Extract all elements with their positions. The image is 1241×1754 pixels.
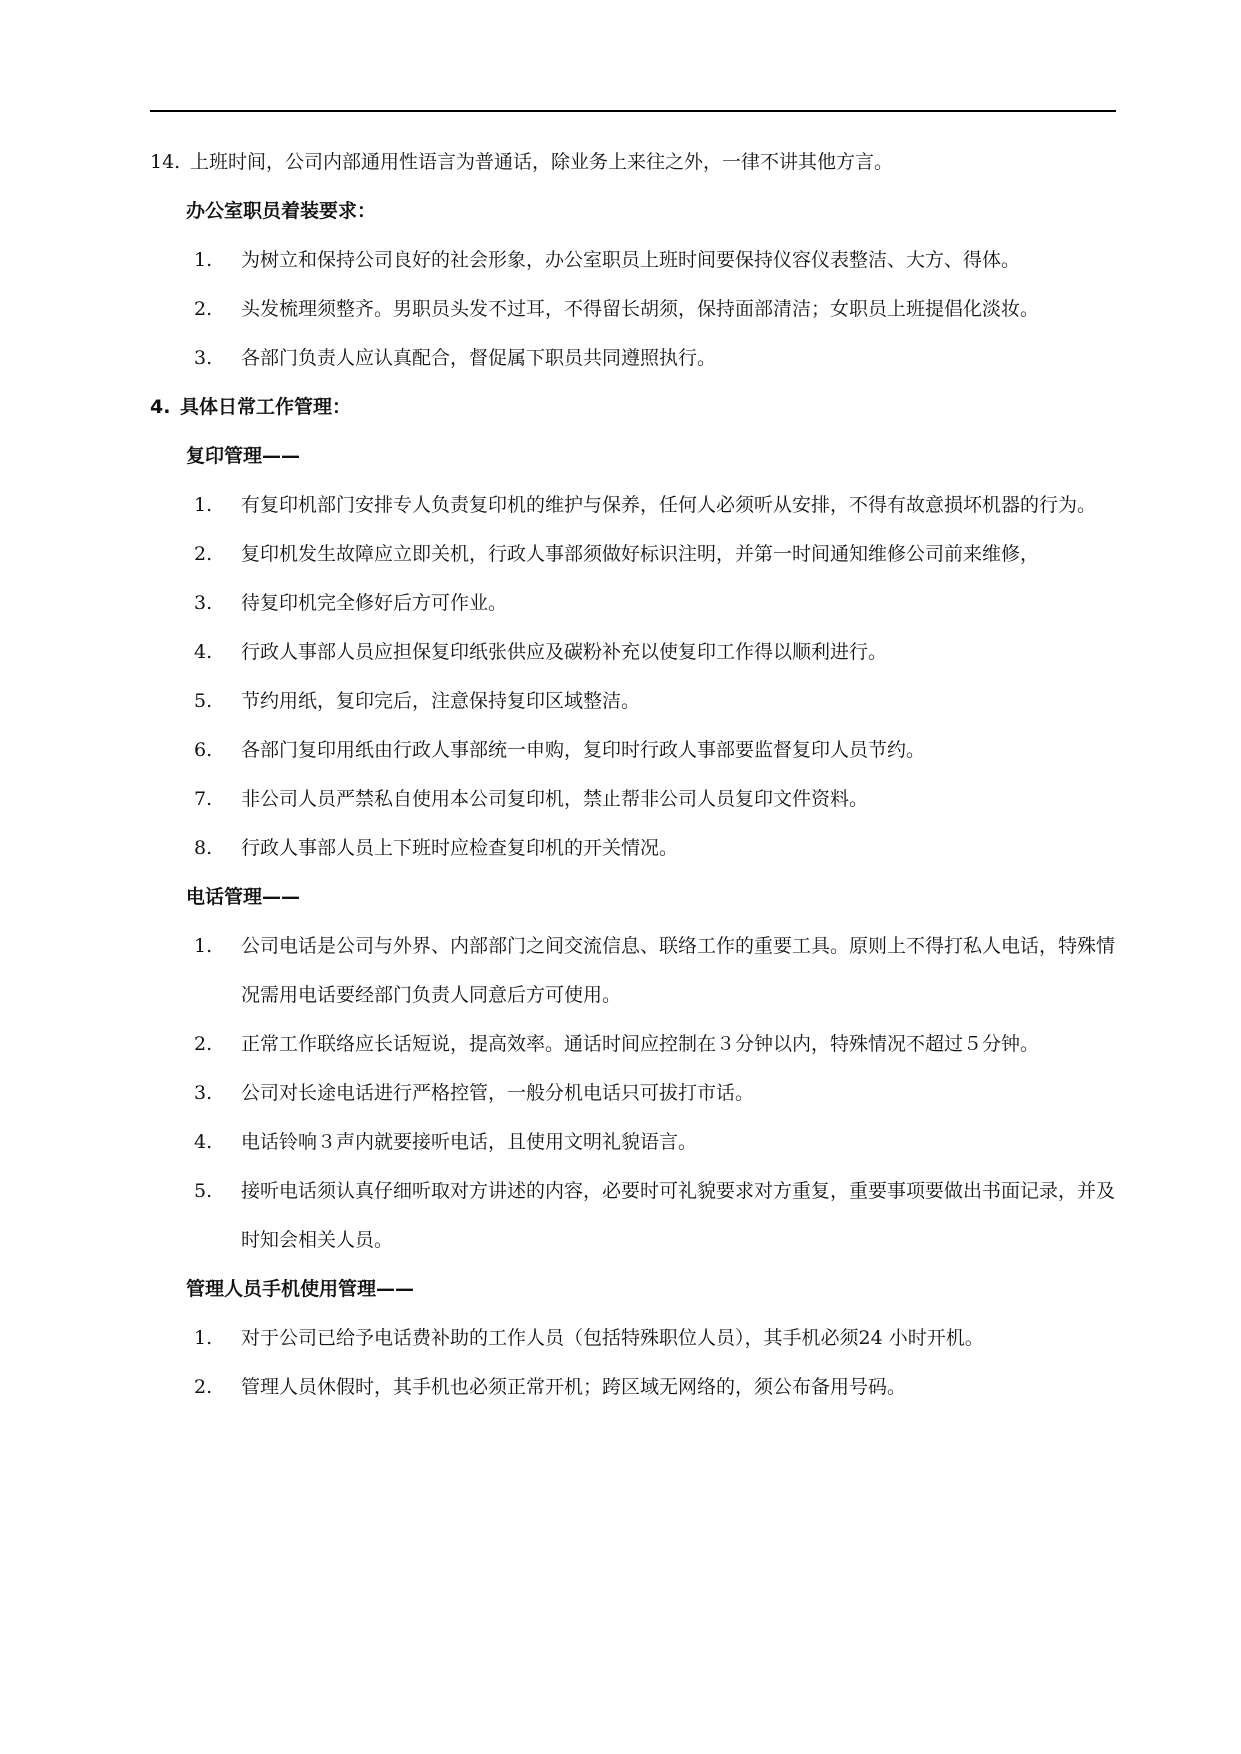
item-text: 对于公司已给予电话费补助的工作人员（包括特殊职位人员），其手机必须24 小时开机。 xyxy=(241,1327,984,1349)
list-item xyxy=(150,1167,1116,1265)
header-rule xyxy=(150,110,1116,112)
section-heading-copy: 复印管理—— xyxy=(186,445,301,467)
item-text: 接听电话须认真仔细听取对方讲述的内容，必要时可礼貌要求对方重复，重要事项要做出书面记录，并及时知会相关人员。 xyxy=(241,1180,1116,1251)
item-number: 7. xyxy=(194,788,213,810)
item-text: 公司对长途电话进行严格控管，一般分机电话只可拔打市话。 xyxy=(241,1082,755,1104)
item-number: 3. xyxy=(194,592,213,614)
item-number: 5. xyxy=(194,1180,213,1202)
item-number: 4. xyxy=(194,641,213,663)
list-item xyxy=(150,236,1020,285)
item-text: 正常工作联络应长话短说，提高效率。通话时间应控制在３分钟以内，特殊情况不超过５分钟。 xyxy=(241,1033,1040,1055)
item-number: 3. xyxy=(194,1082,213,1104)
list-item xyxy=(150,1118,1116,1167)
list-item xyxy=(150,726,1116,775)
list-item xyxy=(150,1069,1116,1118)
list-item xyxy=(150,1314,1116,1363)
item-text: 公司电话是公司与外界、内部部门之间交流信息、联络工作的重要工具。原则上不得打私人电话，特殊情况需用电话要经部门负责人同意后方可使用。 xyxy=(241,935,1116,1006)
section-title: 具体日常工作管理： xyxy=(180,396,352,418)
item-number: 2. xyxy=(194,298,213,320)
list-item xyxy=(150,138,1116,187)
document-body xyxy=(150,138,1116,1412)
item-text: 各部门复印用纸由行政人事部统一申购，复印时行政人事部要监督复印人员节约。 xyxy=(241,739,926,761)
item-number: 8. xyxy=(194,837,213,859)
list-item xyxy=(150,334,1116,383)
item-number: 2. xyxy=(194,1033,213,1055)
item-text: 行政人事部人员上下班时应检查复印机的开关情况。 xyxy=(241,837,679,859)
item-number: 2. xyxy=(194,543,213,565)
section-heading-phone: 电话管理—— xyxy=(186,886,301,908)
item-text: 头发梳理须整齐。男职员头发不过耳，不得留长胡须，保持面部清洁；女职员上班提倡化淡妆。 xyxy=(241,298,1040,320)
list-item xyxy=(150,677,1116,726)
section-heading-dress: 办公室职员着装要求： xyxy=(186,200,377,222)
item-number: 5. xyxy=(194,690,213,712)
item-text: 非公司人员严禁私自使用本公司复印机，禁止帮非公司人员复印文件资料。 xyxy=(241,788,869,810)
item-text: 各部门负责人应认真配合，督促属下职员共同遵照执行。 xyxy=(241,347,717,369)
list-item xyxy=(150,922,1116,1020)
item-text: 复印机发生故障应立即关机，行政人事部须做好标识注明，并第一时间通知维修公司前来维修， xyxy=(241,543,1040,565)
item-text: 为树立和保持公司良好的社会形象，办公室职员上班时间要保持仪容仪表整洁、大方、得体。 xyxy=(241,249,1021,271)
item-text: 管理人员休假时，其手机也必须正常开机；跨区域无网络的，须公布备用号码。 xyxy=(241,1376,907,1398)
list-item xyxy=(150,775,1116,824)
item-text: 待复印机完全修好后方可作业。 xyxy=(241,592,508,614)
section-heading-daily xyxy=(150,383,1116,432)
item-number: 1. xyxy=(194,935,213,957)
list-item xyxy=(150,628,1116,677)
list-item xyxy=(150,530,1116,579)
item-text: 电话铃响３声内就要接听电话，且使用文明礼貌语言。 xyxy=(241,1131,698,1153)
list-item xyxy=(150,481,1116,530)
item-text: 上班时间，公司内部通用性语言为普通话，除业务上来往之外，一律不讲其他方言。 xyxy=(190,151,894,173)
item-number: 1. xyxy=(194,494,213,516)
item-number: 4. xyxy=(194,1131,213,1153)
item-number: 6. xyxy=(194,739,213,761)
item-number: 3. xyxy=(194,347,213,369)
list-item xyxy=(150,824,1116,873)
item-text: 行政人事部人员应担保复印纸张供应及碳粉补充以使复印工作得以顺利进行。 xyxy=(241,641,888,663)
item-number: 1. xyxy=(194,1327,213,1349)
list-item xyxy=(150,579,1116,628)
item-number: 14. xyxy=(150,151,181,173)
item-number: 1. xyxy=(194,249,213,271)
list-item xyxy=(150,1020,1116,1069)
item-text: 节约用纸，复印完后，注意保持复印区域整洁。 xyxy=(241,690,641,712)
list-item xyxy=(150,285,1116,334)
section-heading-mobile: 管理人员手机使用管理—— xyxy=(186,1278,415,1300)
list-item xyxy=(150,1363,1116,1412)
item-number: 2. xyxy=(194,1376,213,1398)
section-number: 4. xyxy=(150,396,171,418)
item-text: 有复印机部门安排专人负责复印机的维护与保养，任何人必须听从安排，不得有故意损坏机器的行为。 xyxy=(241,494,1097,516)
